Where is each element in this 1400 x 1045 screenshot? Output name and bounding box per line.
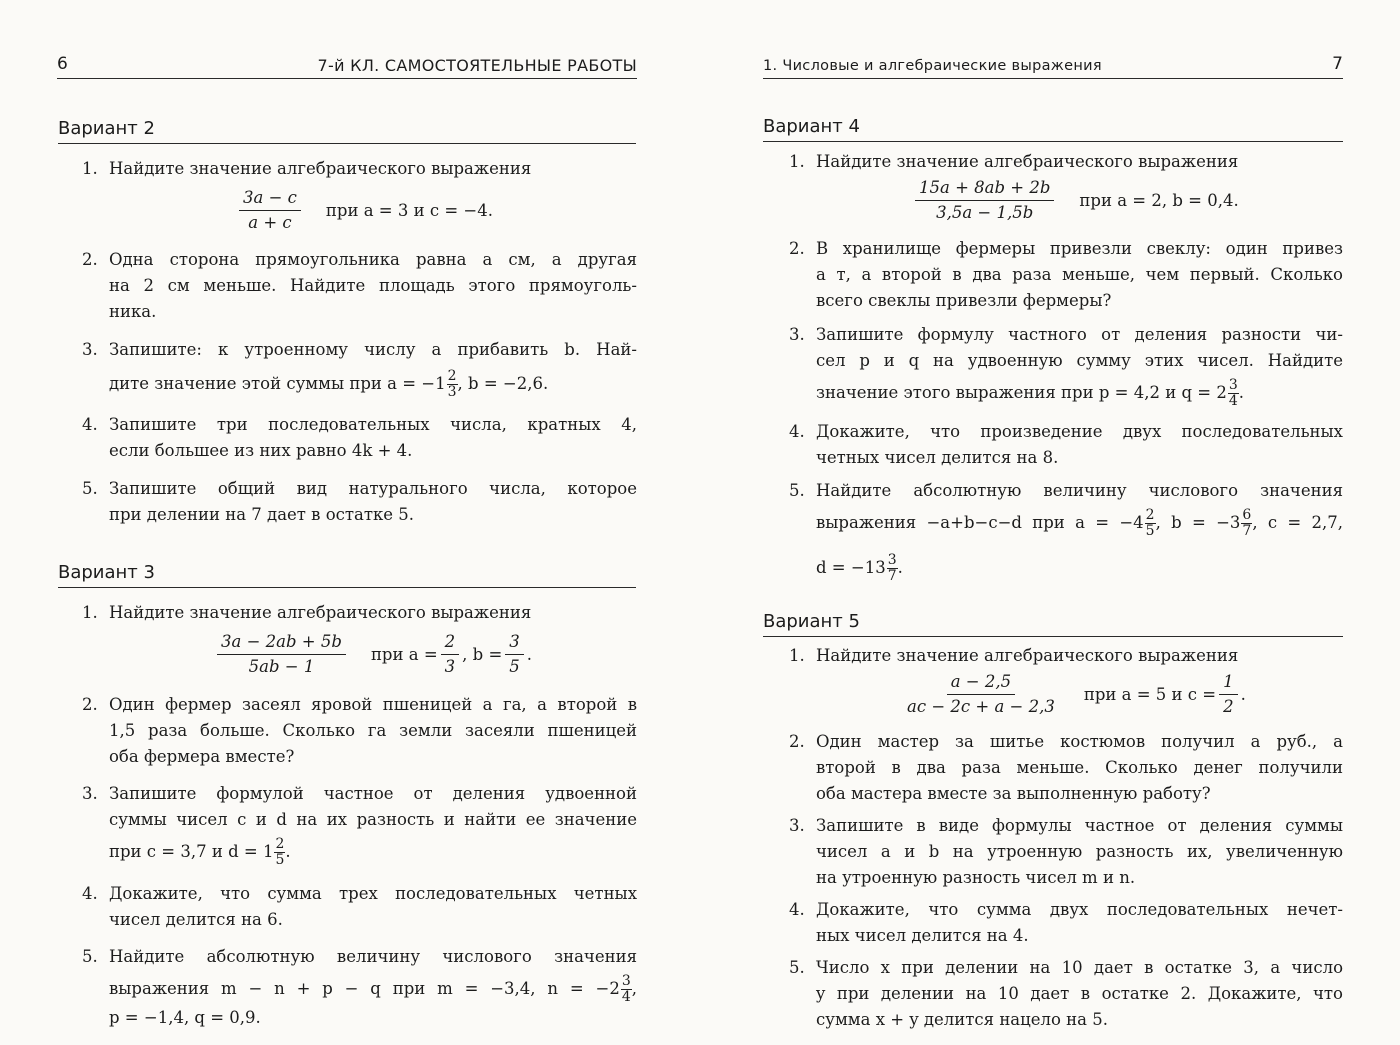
v5-task-5: 5. Число x при делении на 10 дает в остатке 3, а число y при делении на 10 дает в остатке 2. Докажите, что сумма x + y делится нацело на 5. bbox=[789, 958, 1343, 1029]
v2-task-5: 5. Запишите общий вид натурального числа, которое при делении на 7 дает в остатке 5. bbox=[82, 479, 637, 524]
v2-task-1: 1. Найдите значение алгебраического выражения bbox=[82, 159, 532, 178]
variant-2-title: Вариант 2 bbox=[58, 118, 636, 144]
v2-task-3: 3. Запишите: к утроенному числу a прибавить b. Най- дите значение этой суммы при a = −1 2 3 , b = −2,6. bbox=[82, 340, 637, 400]
v2-formula: $\frac{3a - c}{a + c}$ при a = 3 и c = −4. bbox=[236, 186, 493, 235]
page-number: 7 bbox=[1332, 54, 1343, 74]
v4-task-4: 4. Докажите, что произведение двух последовательных четных чисел делится на 8. bbox=[789, 422, 1343, 467]
v2-task-2: 2. Одна сторона прямоугольника равна a см, а другая на 2 см меньше. Найдите площадь этого прямоуголь- ника. bbox=[82, 250, 637, 321]
v3-task-2: 2. Один фермер засеял яровой пшеницей a га, а второй в 1,5 раза больше. Сколько га земли засеяли пшеницей оба фермера вместе? bbox=[82, 695, 637, 766]
variant-3-title: Вариант 3 bbox=[58, 562, 636, 588]
v4-task-1: 1. Найдите значение алгебраического выражения bbox=[789, 152, 1239, 171]
variant-4-title: Вариант 4 bbox=[763, 116, 1343, 142]
v4-formula: $\frac{15a + 8ab + 2b}{3,5a - 1,5b}$ при a = 2, b = 0,4. bbox=[912, 176, 1239, 225]
v5-task-1: 1. Найдите значение алгебраического выражения bbox=[789, 646, 1239, 665]
v4-task-2: 2. В хранилище фермеры привезли свеклу: один привез a т, а второй в два раза меньше, чем первый. Сколько всего свеклы привезли фермеры? bbox=[789, 239, 1343, 310]
variant-5-title: Вариант 5 bbox=[763, 611, 1343, 637]
v4-task-5: 5. Найдите абсолютную величину числового значения выражения −a+b−c−d при a = −4 2 5 , b = −3 6 7 , c = 2,7, d = −13 3 7 . bbox=[789, 481, 1343, 584]
v5-task-4: 4. Докажите, что сумма двух последовательных нечет- ных чисел делится на 4. bbox=[789, 900, 1343, 945]
v3-task-1: 1. Найдите значение алгебраического выражения bbox=[82, 603, 532, 622]
running-title: 1. Числовые и алгебраические выражения bbox=[763, 58, 1102, 74]
right-page-header bbox=[763, 52, 1343, 79]
v5-formula: $\frac{a - 2,5}{ac - 2c + a - 2,3}$ при a = 5 и c = $\frac{1}{2}$ . bbox=[907, 672, 1246, 716]
v3-task-4: 4. Докажите, что сумма трех последовательных четных чисел делится на 6. bbox=[82, 884, 637, 929]
v5-task-3: 3. Запишите в виде формулы частное от деления суммы чисел a и b на утроенную разность их, увеличенную на утроенную разность чисел m и n. bbox=[789, 816, 1343, 887]
left-page-header bbox=[57, 52, 637, 79]
v3-task-5: 5. Найдите абсолютную величину числового значения выражения m − n + p − q при m = −3,4, n = −2 3 4 , p = −1,4, q = 0,9. bbox=[82, 947, 637, 1027]
v5-task-2: 2. Один мастер за шитье костюмов получил a руб., а второй в два раза меньше. Сколько денег получили оба мастера вместе за выполненную работу? bbox=[789, 732, 1343, 803]
v4-task-3: 3. Запишите формулу частного от деления разности чи- сел p и q на удвоенную сумму этих чисел. Найдите значение этого выражения при p = 4,2 и q = 2 3 4 . bbox=[789, 325, 1343, 409]
v3-formula: $\frac{3a - 2ab + 5b}{5ab - 1}$ при a = $\frac{2}{3}$ , b = $\frac{3}{5}$ . bbox=[214, 630, 532, 679]
page-number: 6 bbox=[57, 54, 68, 74]
v3-task-3: 3. Запишите формулой частное от деления удвоенной суммы чисел c и d на их разность и найти ее значение при c = 3,7 и d = 1 2 5 . bbox=[82, 784, 637, 868]
running-title: 7-й КЛ. САМОСТОЯТЕЛЬНЫЕ РАБОТЫ bbox=[317, 56, 637, 75]
v2-task-4: 4. Запишите три последовательных числа, кратных 4, если большее из них равно 4k + 4. bbox=[82, 415, 637, 460]
right-page bbox=[700, 0, 1400, 1045]
